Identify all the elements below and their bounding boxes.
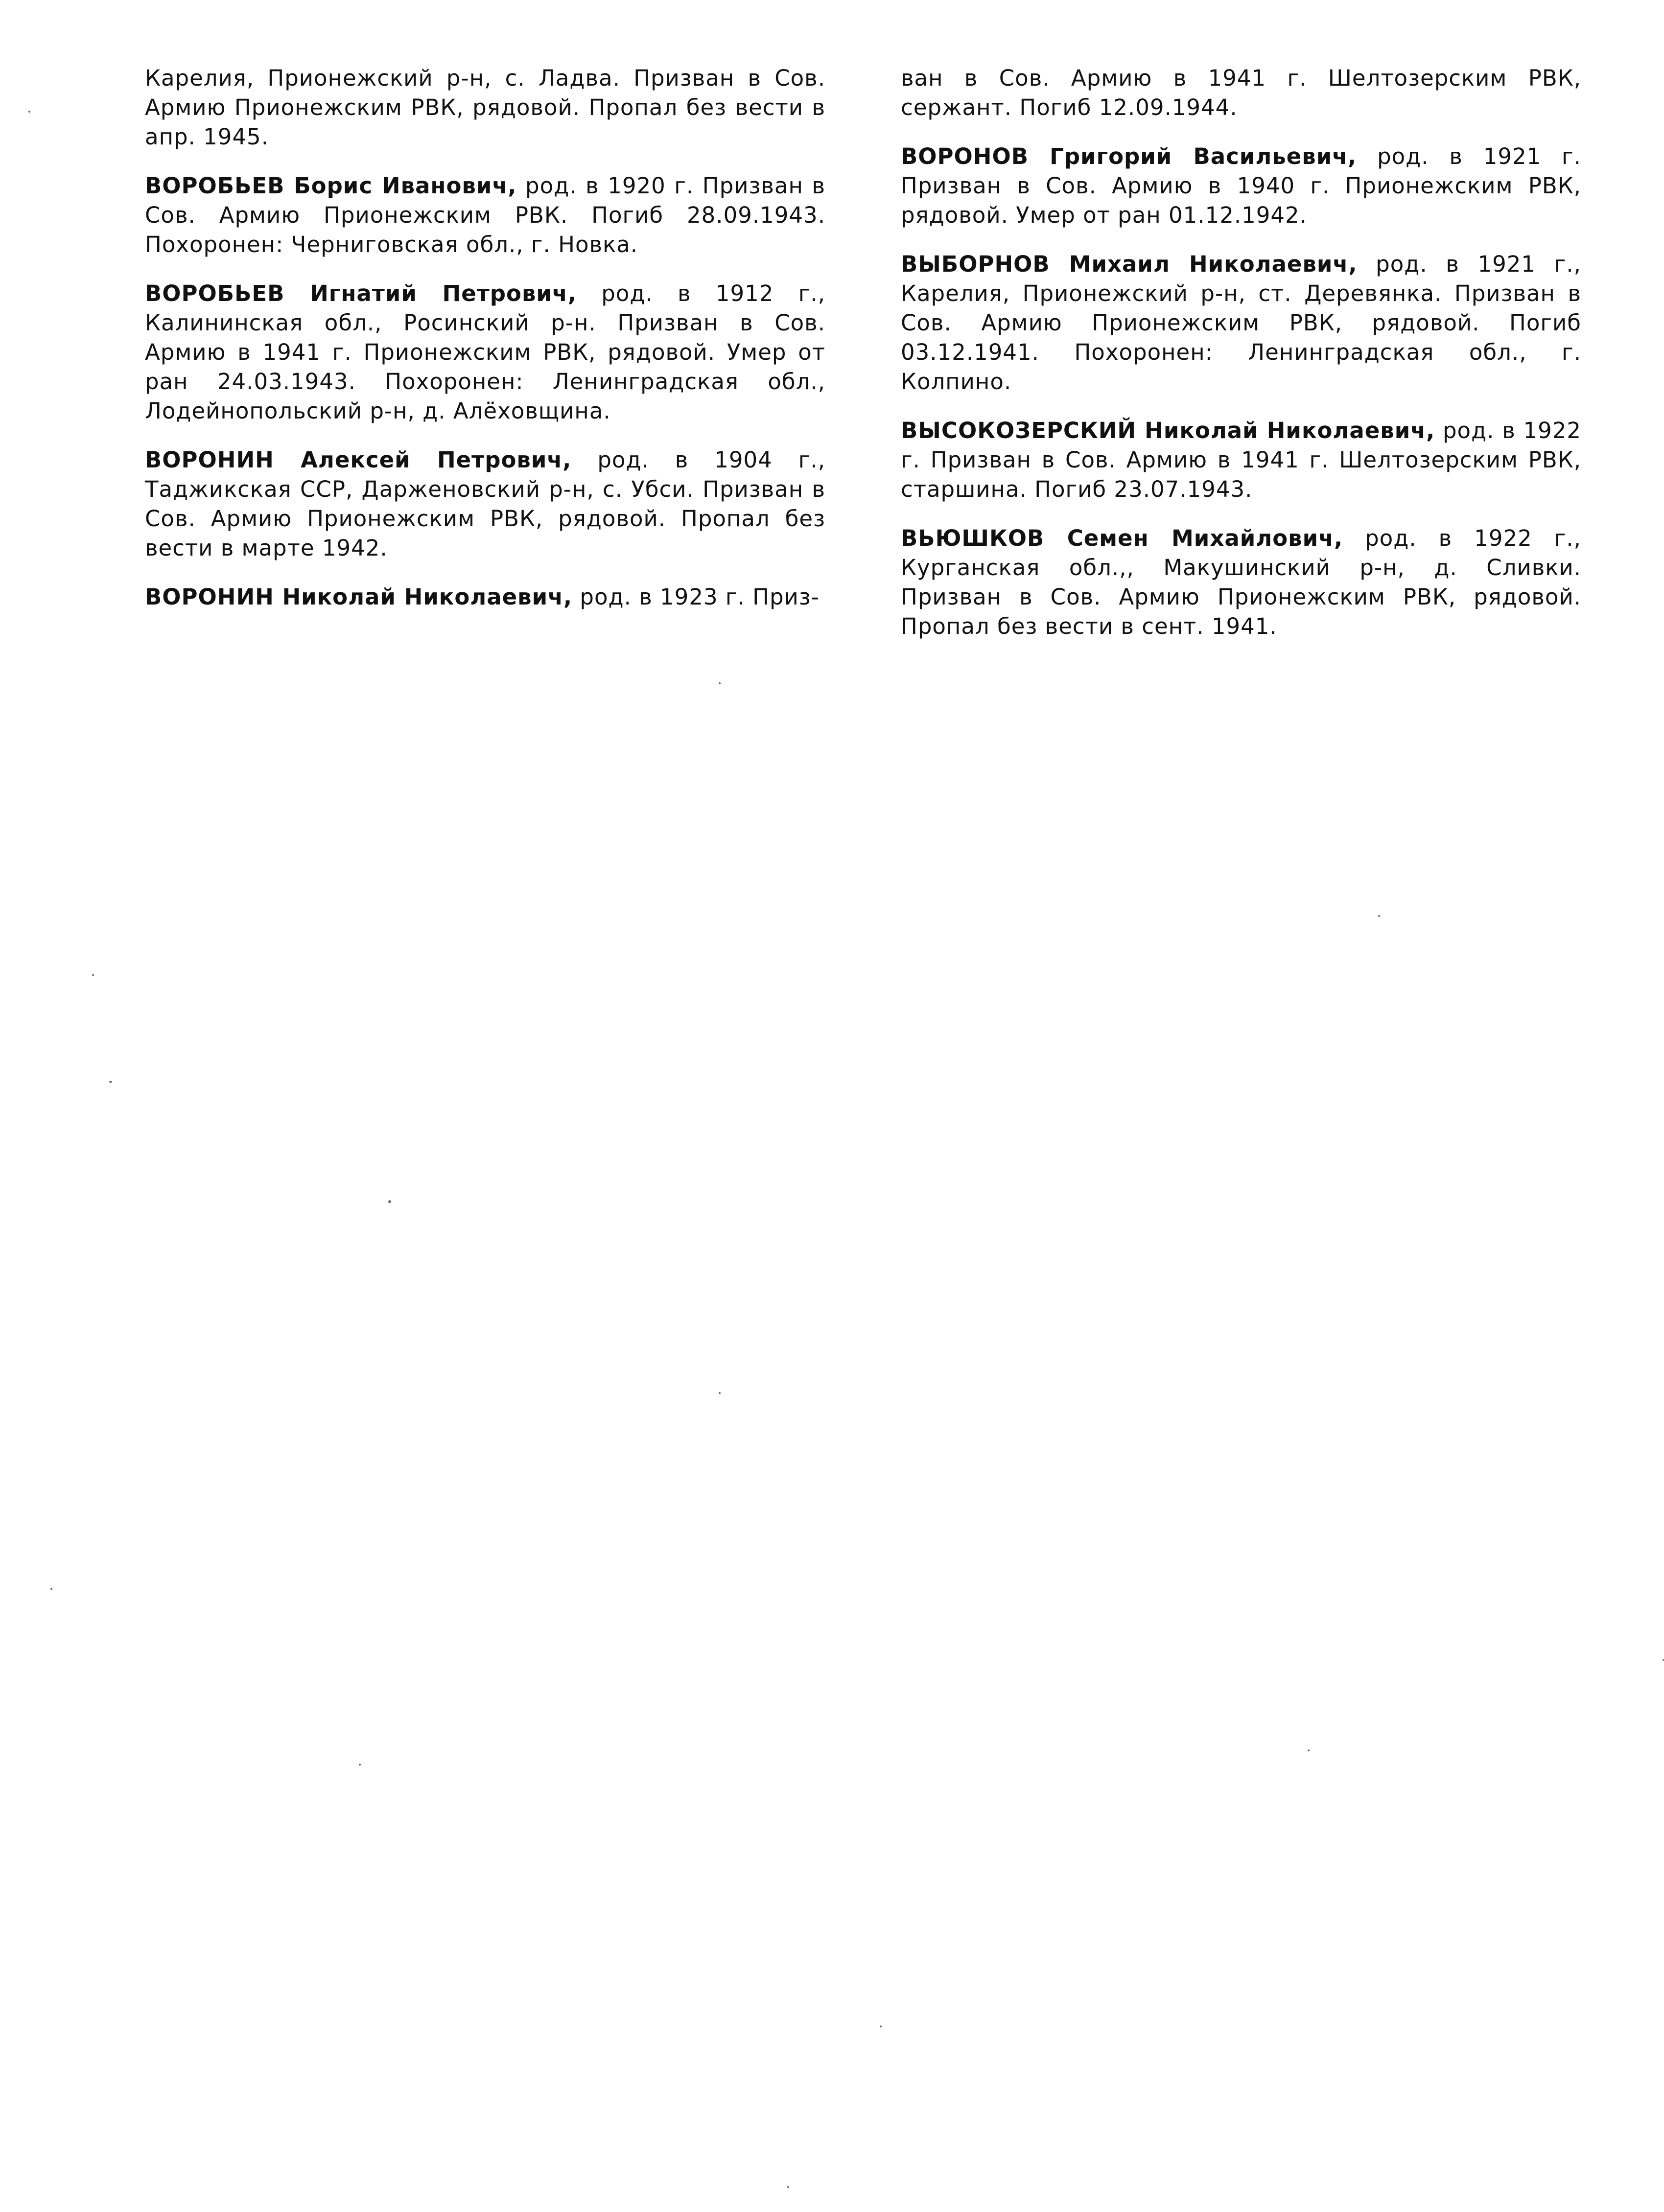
scan-speck	[109, 1081, 112, 1083]
entry-text: род. в 1912 г., Калининская обл., Росинский р-н. Призван в Сов. Армию в 1941 г. Прионежским РВК, рядовой. Умер от ран 24.03.1943. Похоронен: Ленинградская обл., Лодейнопольский р-н, д. Алёховщина.	[145, 280, 825, 424]
scan-speck	[1308, 1749, 1310, 1751]
entry-name: ВОРОНИН Алексей Петрович,	[145, 447, 572, 473]
entry-name: ВОРОБЬЕВ Игнатий Петрович,	[145, 280, 577, 306]
entry-text: Карелия, Прионежский р-н, с. Ладва. Призван в Сов. Армию Прионежским РВК, рядовой. Пропал без вести в апр. 1945.	[145, 65, 825, 150]
entry-voronin-aleksey	[145, 445, 825, 563]
scan-speck	[787, 2186, 789, 2188]
scan-speck	[28, 111, 30, 113]
entry-text: род. в 1922 г., Курганская обл.,, Макушинский р-н, д. Сливки. Призван в Сов. Армию Прионежским РВК, рядовой. Пропал без вести в сент. 1941.	[901, 525, 1581, 639]
scan-speck	[719, 682, 721, 684]
scan-speck	[92, 974, 94, 976]
entry-text: род. в 1922 г. Призван в Сов. Армию в 1941 г. Шелтозерским РВК, старшина. Погиб 23.07.1943.	[901, 418, 1582, 502]
entry-text: род. в 1923 г. Приз-	[572, 584, 820, 610]
scan-speck	[50, 1588, 52, 1590]
right-column	[901, 64, 1581, 661]
entry-text: ван в Сов. Армию в 1941 г. Шелтозерским РВК, сержант. Погиб 12.09.1944.	[901, 65, 1581, 120]
entry-name: ВЫБОРНОВ Михаил Николаевич,	[901, 251, 1358, 277]
entry-continuation	[901, 64, 1581, 122]
entry-vybornov-mikhail	[901, 250, 1581, 396]
scan-speck	[359, 1764, 361, 1766]
entry-vorobyev-boris	[145, 171, 825, 259]
entry-vysokozerskiy-nikolay	[901, 416, 1581, 504]
entry-text: род. в 1904 г., Таджикская ССР, Дарженовский р-н, с. Убси. Призван в Сов. Армию Прионежским РВК, рядовой. Пропал без вести в марте 1942.	[145, 447, 825, 561]
scan-speck	[1378, 915, 1380, 917]
scan-speck	[880, 2026, 882, 2027]
entry-text: род. в 1921 г. Призван в Сов. Армию в 1940 г. Прионежским РВК, рядовой. Умер от ран 01.12.1942.	[901, 143, 1581, 228]
entry-name: ВОРОБЬЕВ Борис Иванович,	[145, 173, 517, 199]
entry-name: ВЬЮШКОВ Семен Михайлович,	[901, 525, 1343, 551]
entry-continuation	[145, 64, 825, 152]
entry-vyushkov-semen	[901, 524, 1581, 641]
entry-text: род. в 1921 г., Карелия, Прионежский р-н, ст. Деревянка. Призван в Сов. Армию Прионежским РВК, рядовой. Погиб 03.12.1941. Похоронен: Ленинградская обл., г. Колпино.	[901, 251, 1581, 395]
entry-name: ВОРОНОВ Григорий Васильевич,	[901, 143, 1357, 169]
entry-voronov-grigoriy	[901, 142, 1581, 230]
entry-voronin-nikolay	[145, 582, 825, 612]
entry-name: ВЫСОКОЗЕРСКИЙ Николай Николаевич,	[901, 418, 1435, 443]
scan-speck	[719, 1392, 721, 1394]
scan-speck	[388, 1200, 391, 1203]
entry-vorobyev-ignatiy	[145, 279, 825, 426]
entry-name: ВОРОНИН Николай Николаевич,	[145, 584, 573, 610]
entry-text: род. в 1920 г. Призван в Сов. Армию Прионежским РВК. Погиб 28.09.1943. Похоронен: Черниговская обл., г. Новка.	[145, 173, 825, 257]
left-column	[145, 64, 825, 612]
